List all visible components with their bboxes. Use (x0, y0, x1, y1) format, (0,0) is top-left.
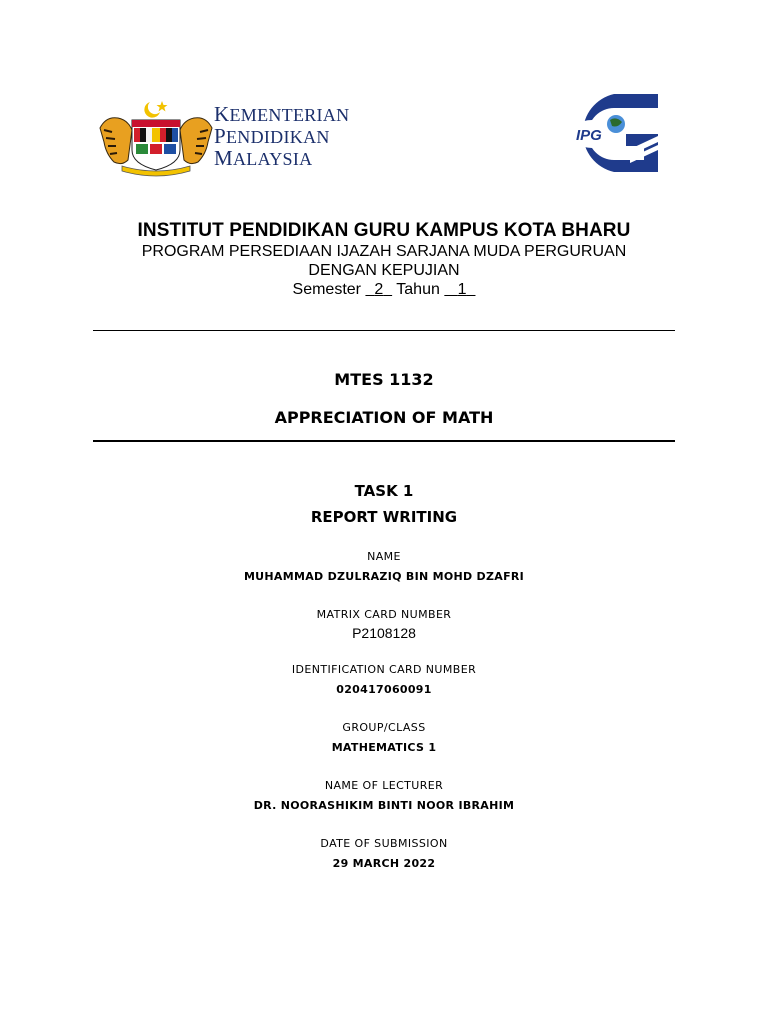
divider-top (93, 330, 675, 331)
ipg-logo-text: IPG (576, 127, 602, 144)
ministry-line-2: PENDIDIKAN (214, 124, 330, 148)
institute-title: INSTITUT PENDIDIKAN GURU KAMPUS KOTA BHARU (137, 220, 631, 241)
task-title: TASK 1 (354, 482, 414, 500)
ministry-name (214, 104, 349, 170)
ministry-line-3: MALAYSIA (214, 146, 313, 170)
program-title-line-1: PROGRAM PERSEDIAAN IJAZAH SARJANA MUDA PERGURUAN (141, 243, 627, 260)
course-name: APPRECIATION OF MATH (274, 408, 494, 427)
year-value: 1 (457, 281, 467, 298)
task-subtitle: REPORT WRITING (310, 508, 458, 526)
field-label-group: GROUP/CLASS (342, 721, 426, 734)
divider-bottom (93, 440, 675, 442)
ipg-logo (558, 90, 666, 176)
field-value-ic: 020417060091 (336, 683, 432, 696)
field-value-name: MUHAMMAD DZULRAZIQ BIN MOHD DZAFRI (243, 570, 525, 583)
semester-year-line (0, 280, 768, 300)
field-value-matrix: P2108128 (352, 625, 416, 641)
ministry-logo (92, 98, 392, 178)
semester-label: Semester (292, 281, 361, 298)
program-title-line-2: DENGAN KEPUJIAN (308, 262, 460, 279)
field-label-date: DATE OF SUBMISSION (320, 837, 448, 850)
malaysia-coat-of-arms-icon (92, 98, 220, 178)
year-label: Tahun (396, 281, 440, 298)
field-value-lecturer: DR. NOORASHIKIM BINTI NOOR IBRAHIM (253, 799, 515, 812)
field-value-group: MATHEMATICS 1 (331, 741, 437, 754)
field-label-name: NAME (367, 550, 401, 563)
semester-value: 2 (374, 281, 384, 298)
field-value-date: 29 MARCH 2022 (332, 857, 436, 870)
field-label-lecturer: NAME OF LECTURER (324, 779, 444, 792)
ministry-line-1: KEMENTERIAN (214, 102, 350, 126)
ipg-emblem-icon (558, 90, 666, 176)
field-label-ic: IDENTIFICATION CARD NUMBER (291, 663, 477, 676)
course-code: MTES 1132 (334, 370, 434, 389)
field-label-matrix: MATRIX CARD NUMBER (316, 608, 452, 621)
